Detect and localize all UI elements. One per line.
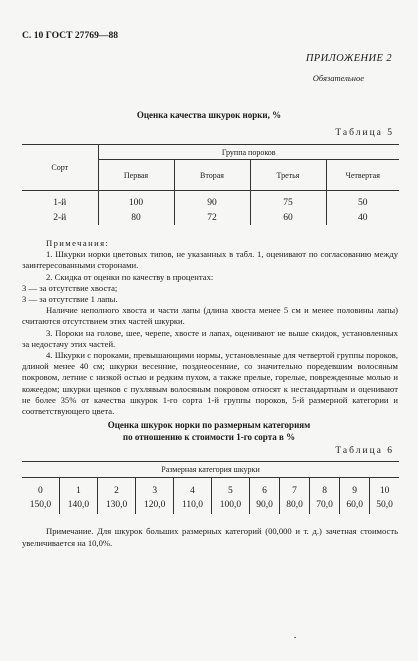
table6-value: 140,0 (59, 496, 97, 514)
note-item: 3. Пороки на голове, шее, черепе, хвосте и лапах, оценивают не выше скидок, установленных за недостачу этих частей. (22, 327, 398, 349)
table5-group-1: Первая (98, 160, 174, 191)
final-note-text: Примечание. Для шкурок больших размерных категорий (00,000 и т. д.) зачетная стоимость увеличивается на 10,0%. (22, 526, 398, 548)
table5-cell: 90 (174, 191, 250, 211)
table6-value: 130,0 (97, 496, 135, 514)
table6-value: 120,0 (136, 496, 174, 514)
table6-value: 50,0 (370, 496, 399, 514)
table5-cell: 75 (250, 191, 326, 211)
table5-label: Таблица 5 (335, 128, 394, 138)
table6-value: 70,0 (310, 496, 340, 514)
table5-row2-sort: 2-й (53, 212, 67, 223)
note-item: 4. Шкурки с пороками, превышающими нормы, установленные для четвертой группы пороков, длиной менее 40 см; шкурки весенние, позднеосенние, со значительно поредевшим волосяным покровом, летние с низкой остью и редким пухом, а также прелые, горелые, поврежденные молью и кожеедом; шкурки щенков с пухлявым волосяным покровом относят к нестандартным и оценивают не более 35% от качества шкурок 1-го сорта 1-й группы пороков, 5-й размерной категории и соответствующего цвета. (22, 350, 398, 417)
table6-category: 0 (38, 486, 43, 496)
table6-category: 1 (59, 478, 97, 497)
table6-title (0, 419, 418, 443)
table5-group-3: Третья (250, 160, 326, 191)
table6-value: 90,0 (249, 496, 279, 514)
table6-category: 2 (97, 478, 135, 497)
table5-group-header: Группа пороков (98, 145, 399, 160)
appendix-title: ПРИЛОЖЕНИЕ 2 (305, 53, 392, 64)
appendix-subtitle: Обязательное (312, 73, 364, 83)
note-item: 1. Шкурки норки цветовых типов, не указанных в табл. 1, оценивают по согласованию между заинтересованными сторонами. (22, 249, 398, 271)
table6-title-line1: Оценка шкурок норки по размерным категориям (107, 420, 311, 430)
notes-title: Примечания: (46, 238, 110, 248)
table5-cell: 80 (98, 210, 174, 225)
scan-speck (294, 637, 296, 638)
table6-value: 100,0 (211, 496, 249, 514)
table6-category: 7 (280, 478, 310, 497)
table5-title: Оценка качества шкурок норки, % (136, 110, 282, 120)
table5-cell: 40 (326, 210, 399, 225)
table6-header: Размерная категория шкурки (22, 462, 399, 478)
table6-category: 10 (370, 478, 399, 497)
table5-cell: 60 (250, 210, 326, 225)
note-item: 3 — за отсутствие 1 лапы. (22, 294, 118, 305)
table5-group-4: Четвертая (326, 160, 399, 191)
table5-cell: 72 (174, 210, 250, 225)
table6-title-line2: по отношению к стоимости 1-го сорта в % (122, 432, 296, 442)
table6-category: 3 (136, 478, 174, 497)
note-item: 3 — за отсутствие хвоста; (22, 282, 118, 293)
table5-cell: 100 (98, 191, 174, 211)
note-item: Наличие неполного хвоста и части лапы (длина хвоста менее 5 см и менее половины лапы) считаются отсутствием этих частей шкурки. (22, 305, 398, 327)
table6-category: 9 (340, 478, 370, 497)
table5-row1-sort: 1-й (53, 197, 67, 208)
final-note (22, 525, 398, 549)
table6-label: Таблица 6 (335, 446, 394, 456)
table6-value: 110,0 (174, 496, 212, 514)
table6-category: 6 (249, 478, 279, 497)
table6-value: 150,0 (29, 500, 52, 510)
table6-category: 4 (174, 478, 212, 497)
table5-col-sort: Сорт (22, 145, 98, 191)
page-header: С. 10 ГОСТ 27769—88 (22, 30, 119, 41)
notes-block (22, 238, 398, 417)
table5-group-2: Вторая (174, 160, 250, 191)
table6-category: 8 (310, 478, 340, 497)
table6 (22, 461, 399, 514)
table5 (22, 144, 399, 225)
note-item: 2. Скидка от оценки по качеству в процентах: (46, 271, 214, 282)
table6-value: 80,0 (280, 496, 310, 514)
table5-cell: 50 (326, 191, 399, 211)
table6-value: 60,0 (340, 496, 370, 514)
table6-category: 5 (211, 478, 249, 497)
